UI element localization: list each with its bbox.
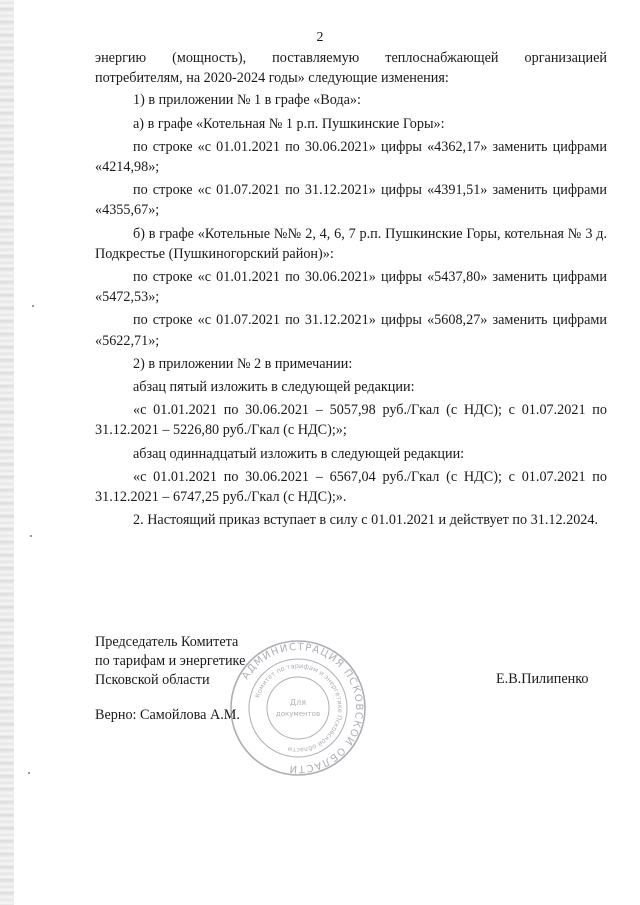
position-line-3: Псковской области [95,672,210,688]
paragraph-appendix-1: 1) в приложении № 1 в графе «Вода»: [133,92,361,109]
scan-speck [32,305,34,307]
verified-by: Верно: Самойлова А.М. [95,707,240,723]
signatory-position [95,633,245,690]
document-body [95,48,607,530]
stamp-inner-text: Комитет по тарифам и энергетике Псковской области [253,661,345,755]
signatory-name: Е.В.Пилипенко [496,671,589,687]
position-line-2: по тарифам и энергетике [95,653,246,669]
paragraph-item-a: а) в графе «Котельная № 1 р.п. Пушкинские Горы»: [133,115,445,132]
stamp-inner-ring [267,677,329,739]
paragraph-row-b2: по строке «с 01.07.2021 по 31.12.2021» цифры «5608,27» заменить цифрами «5622,71»; [95,312,607,349]
paragraph-eleventh-heading: абзац одиннадцатый изложить в следующей редакции: [133,445,465,462]
official-stamp [228,638,368,778]
paragraph-fifth-heading: абзац пятый изложить в следующей редакции: [133,379,415,396]
paragraph-effective-date: 2. Настоящий приказ вступает в силу с 01.01.2021 и действует по 31.12.2024. [133,512,599,529]
stamp-center-line-1: Для [289,698,307,707]
stamp-outer-text: АДМИНИСТРАЦИЯ ПСКОВСКОЙ ОБЛАСТИ [240,641,365,775]
paragraph-row-a2: по строке «с 01.07.2021 по 31.12.2021» цифры «4391,51» заменить цифрами «4355,67»; [95,182,607,219]
scan-edge-noise [0,0,14,905]
paragraph-appendix-2: 2) в приложении № 2 в примечании: [133,355,353,372]
scan-speck [30,535,32,537]
paragraph-fifth-text: «с 01.01.2021 по 30.06.2021 – 5057,98 руб./Гкал (с НДС); с 01.07.2021 по 31.12.2021 – 5226,80 руб./Гкал (с НДС);»; [95,402,607,439]
stamp-middle-ring [249,659,347,757]
stamp-outer-ring [231,641,365,775]
paragraph-item-b: б) в графе «Котельные №№ 2, 4, 6, 7 р.п. Пушкинские Горы, котельная № 3 д. Подкрестье (Пушкиногорский район)»: [95,225,607,262]
paragraph-intro: энергию (мощность), поставляемую теплоснабжающей организацией потребителям, на 2020-2024 годы» следующие изменения: [95,50,607,87]
scan-speck [28,772,30,774]
page-number: 2 [316,30,324,45]
paragraph-row-b1: по строке «с 01.01.2021 по 30.06.2021» цифры «5437,80» заменить цифрами «5472,53»; [95,269,607,306]
position-line-1: Председатель Комитета [95,634,239,650]
paragraph-row-a1: по строке «с 01.01.2021 по 30.06.2021» цифры «4362,17» заменить цифрами «4214,98»; [95,138,607,176]
stamp-center-line-2: документов [275,710,321,718]
paragraph-eleventh-text: «с 01.01.2021 по 30.06.2021 – 6567,04 руб./Гкал (с НДС); с 01.07.2021 по 31.12.2021 – 6747,25 руб./Гкал (с НДС);». [95,468,607,506]
